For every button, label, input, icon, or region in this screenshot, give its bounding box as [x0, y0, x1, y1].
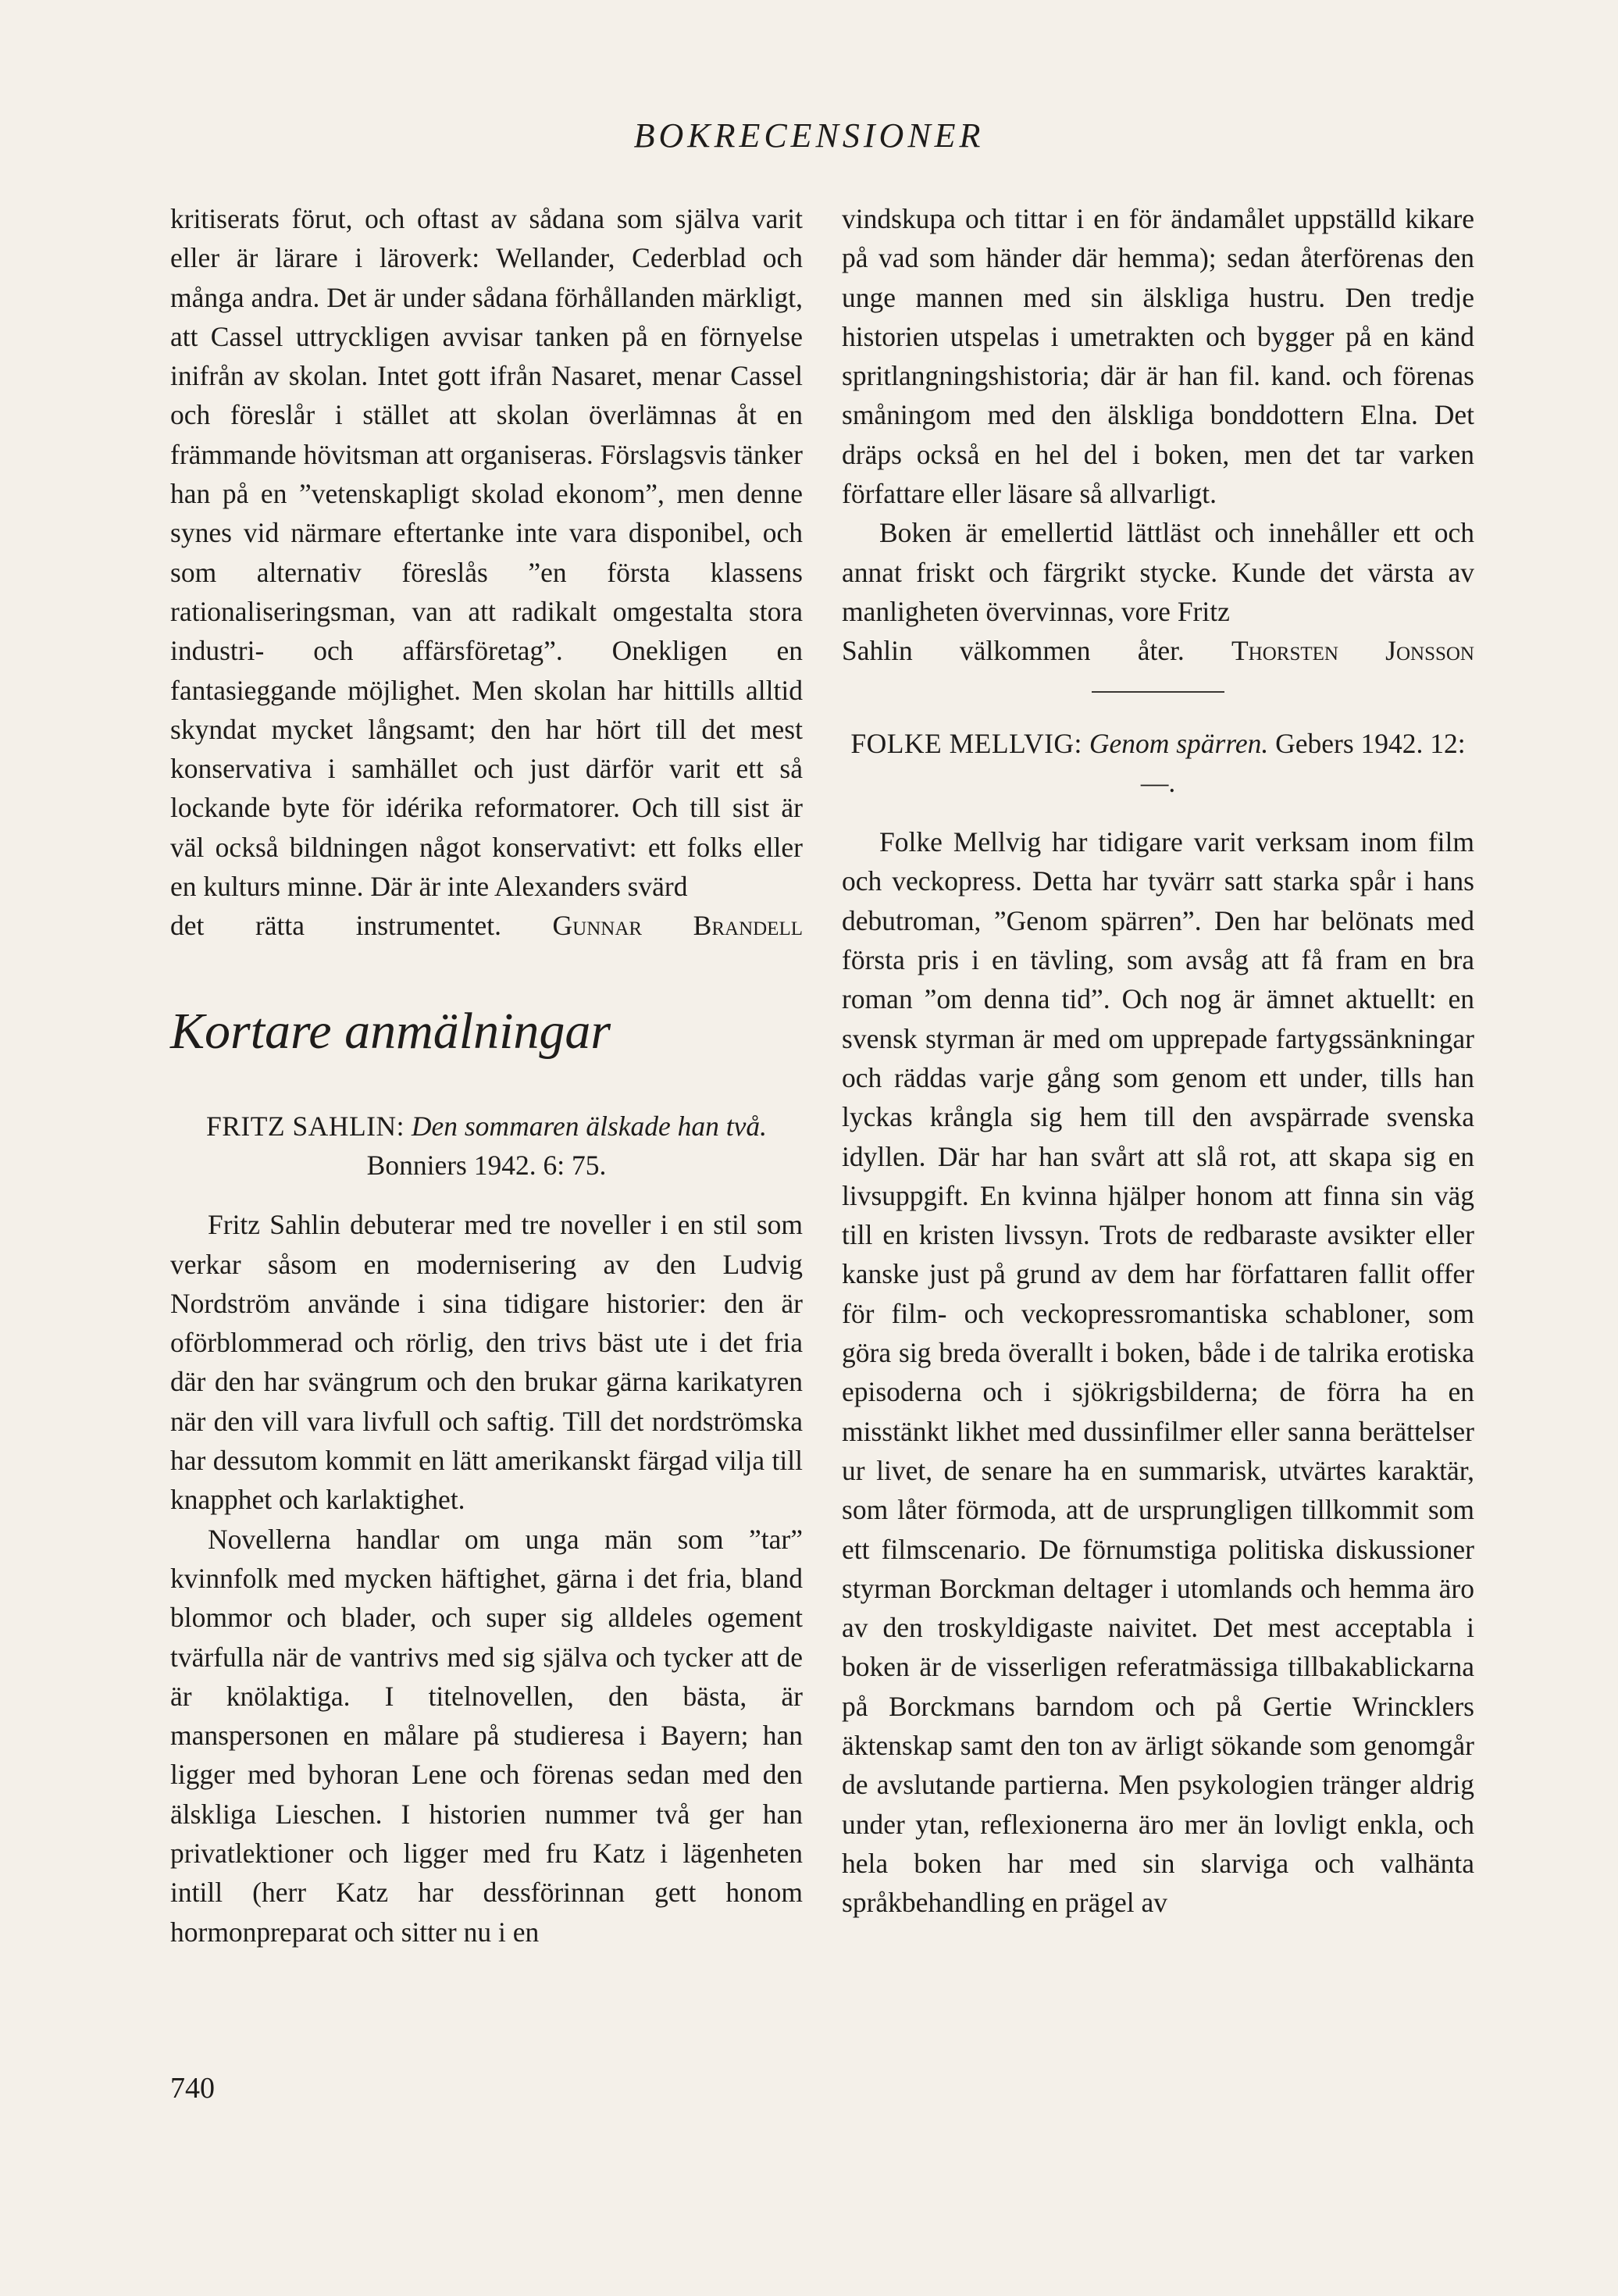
- review-publisher: Gebers: [1275, 727, 1354, 759]
- review-divider: [1092, 691, 1224, 693]
- reviewer-signature: Gunnar Brandell: [552, 910, 803, 942]
- review-closing-line: [842, 631, 1474, 670]
- reviewer-signature: Thorsten Jonsson: [1231, 635, 1474, 667]
- previous-review-last-line: det rätta instrumentet.: [170, 910, 501, 942]
- left-column: [170, 199, 803, 1952]
- review-heading-sahlin: [170, 1107, 803, 1185]
- review-author: FOLKE MELLVIG:: [850, 727, 1082, 759]
- section-heading: Kortare anmälningar: [170, 1002, 611, 1060]
- review-paragraph: Fritz Sahlin debuterar med tre noveller i en stil som verkar såsom en modernisering av den Ludvig Nordström använde i sina tidigare historier: den är oförblommerad och rörlig, den trivs bäst ute i det fria där den har svängrum och den brukar gärna karikatyren när den vill vara livfull och saftig. Till det nordströmska har dessutom kommit en lätt amerikanskt färgad vilja till knapphet och karlaktighet.: [170, 1209, 803, 1516]
- running-head: BOKRECENSIONER: [633, 116, 985, 155]
- review-heading-mellvig: [842, 724, 1474, 803]
- review-book-title: Genom spärren.: [1089, 727, 1269, 759]
- page-number: 740: [170, 2072, 215, 2105]
- review-paragraph: Boken är emellertid lättläst och innehåller ett och annat friskt och färgrikt stycke. Kunde det värsta av manligheten övervinnas, vore Fritz: [842, 517, 1474, 627]
- right-column: [842, 199, 1474, 1922]
- review-paragraph: Folke Mellvig har tidigare varit verksam inom film och veckopress. Detta har tyvärr satt starka spår i hans debutroman, ”Genom spärren”. Den har belönats med första pris i en tävling, som avsåg att få fram en bra roman ”om denna tid”. Och nog är ämnet aktuellt: en svensk styrman är med om upprepade fartygssänkningar och räddas varje gång som genom ett under, tills han lyckas krångla sig hem till den avspärrade svenska idyllen. Där har han svårt att slå rot, att skapa sig en livsuppgift. En kvinna hjälper honom att finna sin väg till en kristen livssyn. Trots de redbaraste avsikter eller kanske just på grund av dem har författaren fallit offer för film- och veckopressromantiska schabloner, som göra sig breda överallt i boken, både i de talrika erotiska episoderna och i sjökrigsbilderna; de förra ha en misstänkt likhet med dussinfilmer eller sanna berättelser ur livet, de senare ha en summarisk, utvärtes karaktär, som låter förmoda, att de ursprungligen tillkommit som ett filmscenario. De förnumstiga politiska diskussioner styrman Borckman deltager i utomlands och hemma äro av den troskyldigaste naivitet. Det mest acceptabla i boken är de visserligen referatmässiga tillbakablickarna på Borckmans barndom och på Gertie Wrincklers äktenskap samt den ton av ärligt sökande som genomgår de avslutande partierna. Men psykologien tränger aldrig under ytan, reflexionerna äro mer än lovligt enkla, och hela boken har med sin slarviga och valhänta språkbehandling en prägel av: [842, 826, 1474, 1919]
- review-last-line: Sahlin välkommen åter.: [842, 635, 1185, 667]
- previous-review-closing-line: [170, 906, 803, 945]
- previous-review-continuation: kritiserats förut, och oftast av sådana som själva varit eller är lärare i läroverk: Wellander, Cederblad och många andra. Det är under sådana förhållanden märkligt, att Cassel uttryckligen avvisar tanken på en förnyelse inifrån av skolan. Intet gott ifrån Nasaret, menar Cassel och föreslår i stället att skolan överlämnas åt en främmande hövitsman att organiseras. Förslagsvis tänker han på en ”vetenskapligt skolad ekonom”, men denne synes vid närmare eftertanke inte vara disponibel, och som alternativ föreslås ”en första klassens rationaliseringsman, van att radikalt omgestalta stora industri- och affärsföretag”. Onekligen en fantasieggande möjlighet. Men skolan har hittills alltid skyndat mycket långsamt; den har hört till det mest konservativa i samhället och just därför varit ett så lockande byte för idérika reformatorer. Och till sist är väl också bildningen något konservativt: ett folks eller en kulturs minne. Där är inte Alexanders svärd: [170, 203, 803, 903]
- review-author: FRITZ SAHLIN:: [205, 1110, 404, 1142]
- review-book-title: Den sommaren älskade han två.: [411, 1110, 768, 1142]
- review-publisher: Bonniers 1942. 6: 75.: [366, 1149, 607, 1181]
- review-continuation: vindskupa och tittar i en för ändamålet uppställd kikare på vad som händer där hemma); sedan återförenas den unge mannen med sin älskliga hustru. Den tredje historien utspelas i umetrakten och bygger på en känd spritlangningshistoria; där är han fil. kand. och förenas småningom med den älskliga bonddottern Elna. Det dräps också en hel del i boken, men det tar varken författare eller läsare så allvarligt.: [842, 203, 1474, 510]
- review-paragraph: Novellerna handlar om unga män som ”tar” kvinnfolk med mycken häftighet, gärna i det fria, bland blommor och blader, och super sig alldeles ogement tvärfulla när de vantrivs med sig själva och tycker att de är knölaktiga. I titelnovellen, den bästa, är manspersonen en målare på studieresa i Bayern; han ligger med byhoran Lene och förenas sedan med den älskliga Lieschen. I historien nummer två ger han privatlektioner och ligger med fru Katz i lägenheten intill (herr Katz har dessförinnan gett honom hormonpreparat och sitter nu i en: [170, 1523, 803, 1948]
- review-publication-details: 1942. 12: —.: [1140, 727, 1466, 798]
